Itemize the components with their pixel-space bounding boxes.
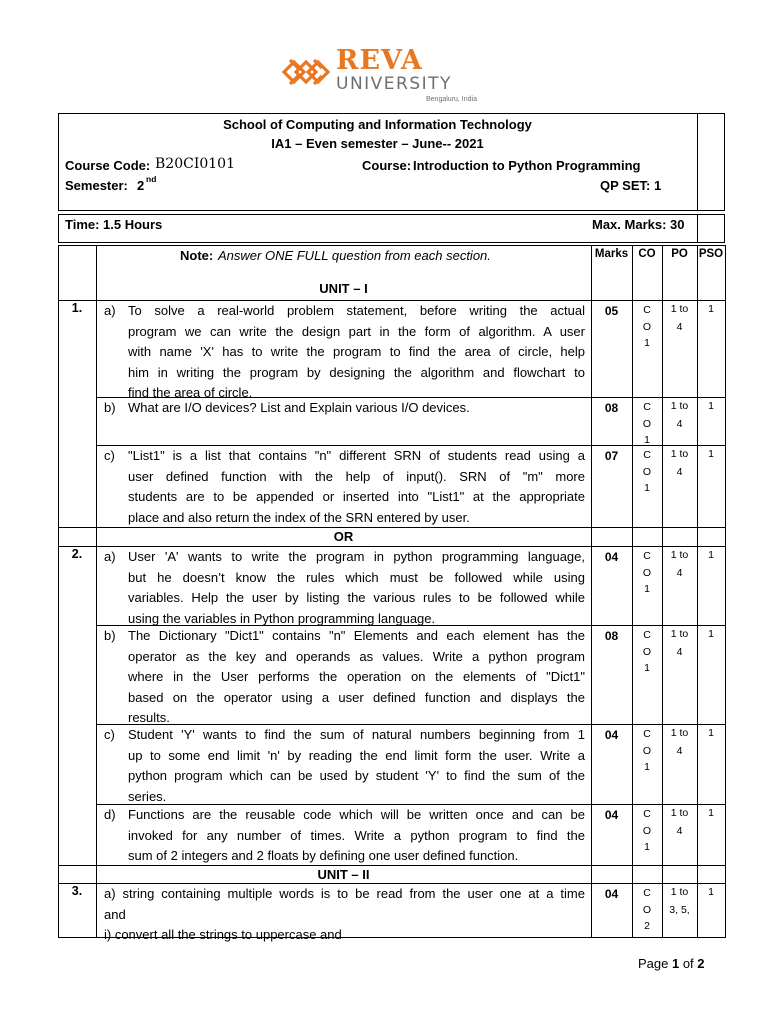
co-value: O [642, 824, 652, 837]
school-name: School of Computing and Information Technology [223, 117, 532, 132]
col-marks: Marks [594, 248, 629, 260]
question-text-line: Functions are the reusable code which will be written once and can be [128, 807, 585, 822]
co-value: 1 [644, 761, 650, 773]
co-value: 1 [644, 583, 650, 595]
po-value: 4 [676, 745, 683, 757]
po-value: 1 to [670, 628, 689, 640]
po-value: 4 [676, 418, 683, 430]
question-text-line: with name 'X' has to write the program to find the area of circle, help [128, 344, 585, 359]
unit-2-heading: UNIT – II [317, 867, 370, 882]
co-value: 1 [644, 434, 650, 446]
pso-value: 1 [708, 727, 714, 739]
question-text-line: find the area of circle. [128, 385, 253, 400]
question-text-line: based on the operator using a user defined function and displays the [128, 689, 585, 705]
v-rule [697, 527, 698, 547]
po-value: 1 to [670, 807, 689, 819]
university-logo [278, 46, 493, 106]
po-value: 4 [676, 825, 683, 837]
v-rule [662, 527, 663, 547]
marks-value: 04 [604, 808, 619, 822]
semester-label: Semester: [65, 178, 128, 193]
v-rule [96, 546, 97, 866]
pso-value: 1 [708, 886, 714, 898]
po-value: 1 to [670, 727, 689, 739]
logo-sub: UNIVERSITY [336, 74, 452, 94]
part-label: d) [104, 807, 116, 822]
question-text-line: invoked for any number of times. Write a python program to find the [128, 827, 585, 843]
question-number: 3. [71, 884, 83, 898]
v-rule [725, 245, 726, 528]
co-value: O [642, 320, 652, 333]
col-pso: PSO [698, 248, 724, 260]
question-text-line: To solve a real-world problem statement, before writing the actual [128, 303, 585, 318]
po-value: 1 to [670, 549, 689, 561]
note-text: Answer ONE FULL question from each section. [218, 248, 491, 263]
co-value: 2 [644, 920, 650, 932]
v-rule [697, 865, 698, 884]
po-value: 4 [676, 567, 683, 579]
v-rule [725, 883, 726, 938]
v-rule [725, 546, 726, 866]
pso-value: 1 [708, 400, 714, 412]
po-value: 1 to [670, 303, 689, 315]
marks-value: 04 [604, 728, 619, 742]
course-code-label: Course Code: [65, 158, 151, 173]
v-rule [591, 527, 592, 547]
v-rule [96, 883, 97, 938]
v-rule [632, 865, 633, 884]
question-text-line: up to some end limit 'n' by reading the end limit form the user. Write a [128, 747, 585, 763]
v-rule [58, 546, 59, 866]
co-value: C [643, 728, 651, 740]
course-name: Introduction to Python Programming [413, 158, 641, 173]
v-rule [725, 865, 726, 884]
pso-value: 1 [708, 549, 714, 561]
question-text-line: sum of 2 integers and 2 floats by defining one user defined function. [128, 848, 519, 863]
question-text-line: What are I/O devices? List and Explain various I/O devices. [128, 400, 470, 415]
note-label: Note: [180, 248, 214, 263]
po-value: 4 [676, 466, 683, 478]
question-text-line: variables. Help the user by listing the various rules to be followed while [128, 590, 585, 605]
v-rule [58, 527, 59, 547]
v-rule [662, 865, 663, 884]
time-allowed: Time: 1.5 Hours [65, 217, 163, 232]
course-code: B20CI0101 [155, 156, 235, 172]
question-text-line: results. [128, 710, 170, 725]
co-value: C [643, 887, 651, 899]
question-text-line: and [104, 906, 126, 922]
po-value: 4 [676, 321, 683, 333]
po-value: 1 to [670, 448, 689, 460]
v-rule [697, 245, 698, 528]
co-value: C [643, 550, 651, 562]
page-prefix: Page [638, 956, 672, 971]
question-text-line: place and also return the index of the SRN entered by user. [128, 509, 470, 525]
marks-value: 04 [604, 550, 619, 564]
question-text-line: students are to be appended or inserted into "List1" at the appropriate [128, 489, 585, 504]
v-rule [58, 865, 59, 884]
pso-value: 1 [708, 448, 714, 460]
marks-value: 05 [604, 304, 619, 318]
logo-place: Bengaluru, India [426, 96, 477, 103]
question-text-line: Student 'Y' wants to find the sum of natural numbers beginning from 1 [128, 727, 585, 742]
marks-value: 08 [604, 629, 619, 643]
question-text-line: series. [128, 788, 167, 804]
question-number: 1. [71, 301, 83, 315]
co-value: 1 [644, 841, 650, 853]
qp-set: QP SET: 1 [600, 178, 662, 193]
v-rule [591, 546, 592, 866]
part-label: c) [104, 727, 115, 742]
co-value: C [643, 304, 651, 316]
page-number [638, 956, 705, 971]
pso-value: 1 [708, 807, 714, 819]
marks-value: 08 [604, 401, 619, 415]
question-text-line: using the variables in Python programming language. [128, 610, 436, 626]
co-value: C [643, 808, 651, 820]
reva-knot-icon [278, 52, 334, 92]
v-rule [591, 883, 592, 938]
v-rule [725, 527, 726, 547]
part-label: b) [104, 628, 116, 643]
marks-value: 07 [604, 449, 619, 463]
question-text-line: him in writing the program by designing the algorithm and flowchart to [128, 364, 585, 380]
page-current: 1 [671, 956, 680, 971]
question-text-line: where in the User performs the operation on the elements of "Dict1" [128, 669, 585, 684]
co-value: O [642, 903, 652, 916]
po-value: 3, 5, [669, 904, 690, 916]
or-divider: OR [333, 529, 354, 544]
question-text-line: The Dictionary "Dict1" contains "n" Elements and each element has the [128, 628, 585, 643]
question-text-line: but he doesn’t know the rules which must be followed while using [128, 569, 585, 585]
pso-value: 1 [708, 628, 714, 640]
co-value: C [643, 401, 651, 413]
v-rule [58, 245, 59, 528]
max-marks: Max. Marks: 30 [592, 217, 685, 232]
question-text-line: User 'A' wants to write the program in python programming language, [128, 549, 585, 564]
semester-suffix: nd [146, 174, 157, 184]
v-rule [591, 245, 592, 528]
po-value: 4 [676, 646, 683, 658]
part-label: b) [104, 400, 116, 415]
co-value: O [642, 645, 652, 658]
question-text-line: a) string containing multiple words is to be read from the user one at a time [104, 886, 585, 901]
page-total: 2 [697, 956, 705, 971]
co-value: O [642, 566, 652, 579]
co-value: C [643, 629, 651, 641]
co-value: 1 [644, 662, 650, 674]
marks-value: 04 [604, 887, 619, 901]
question-text-line: i) convert all the strings to uppercase and [104, 927, 342, 942]
unit-1-heading: UNIT – I [319, 281, 368, 296]
page-of: of [679, 956, 698, 971]
po-value: 1 to [670, 886, 689, 898]
part-label: a) [104, 303, 116, 318]
part-label: a) [104, 549, 116, 564]
co-value: C [643, 449, 651, 461]
v-rule [591, 865, 592, 884]
v-rule [632, 527, 633, 547]
co-value: O [642, 744, 652, 757]
semester-value: 2 [137, 178, 145, 193]
co-value: O [642, 465, 652, 478]
course-label: Course: [362, 158, 412, 173]
question-number: 2. [71, 547, 83, 561]
part-label: c) [104, 448, 115, 463]
co-value: 1 [644, 482, 650, 494]
col-po: PO [671, 248, 688, 260]
question-text-line: user defined function with the help of input(). SRN of "m" more [128, 468, 585, 484]
po-value: 1 to [670, 400, 689, 412]
question-text-line: "List1" is a list that contains "n" different SRN of students read using a [128, 448, 585, 463]
co-value: 1 [644, 337, 650, 349]
question-text-line: program we can write the design part in the form of algorithm. A user [128, 323, 585, 339]
logo-name: REVA [336, 45, 423, 76]
co-value: O [642, 417, 652, 430]
exam-title: IA1 – Even semester – June-- 2021 [271, 136, 484, 151]
question-text-line: python program which can be used by student 'Y' to find the sum of the [128, 768, 585, 783]
v-rule [662, 245, 663, 528]
pso-value: 1 [708, 303, 714, 315]
col-co: CO [638, 248, 656, 260]
question-text-line: operator as the key and operands as values. Write a python program [128, 648, 585, 664]
